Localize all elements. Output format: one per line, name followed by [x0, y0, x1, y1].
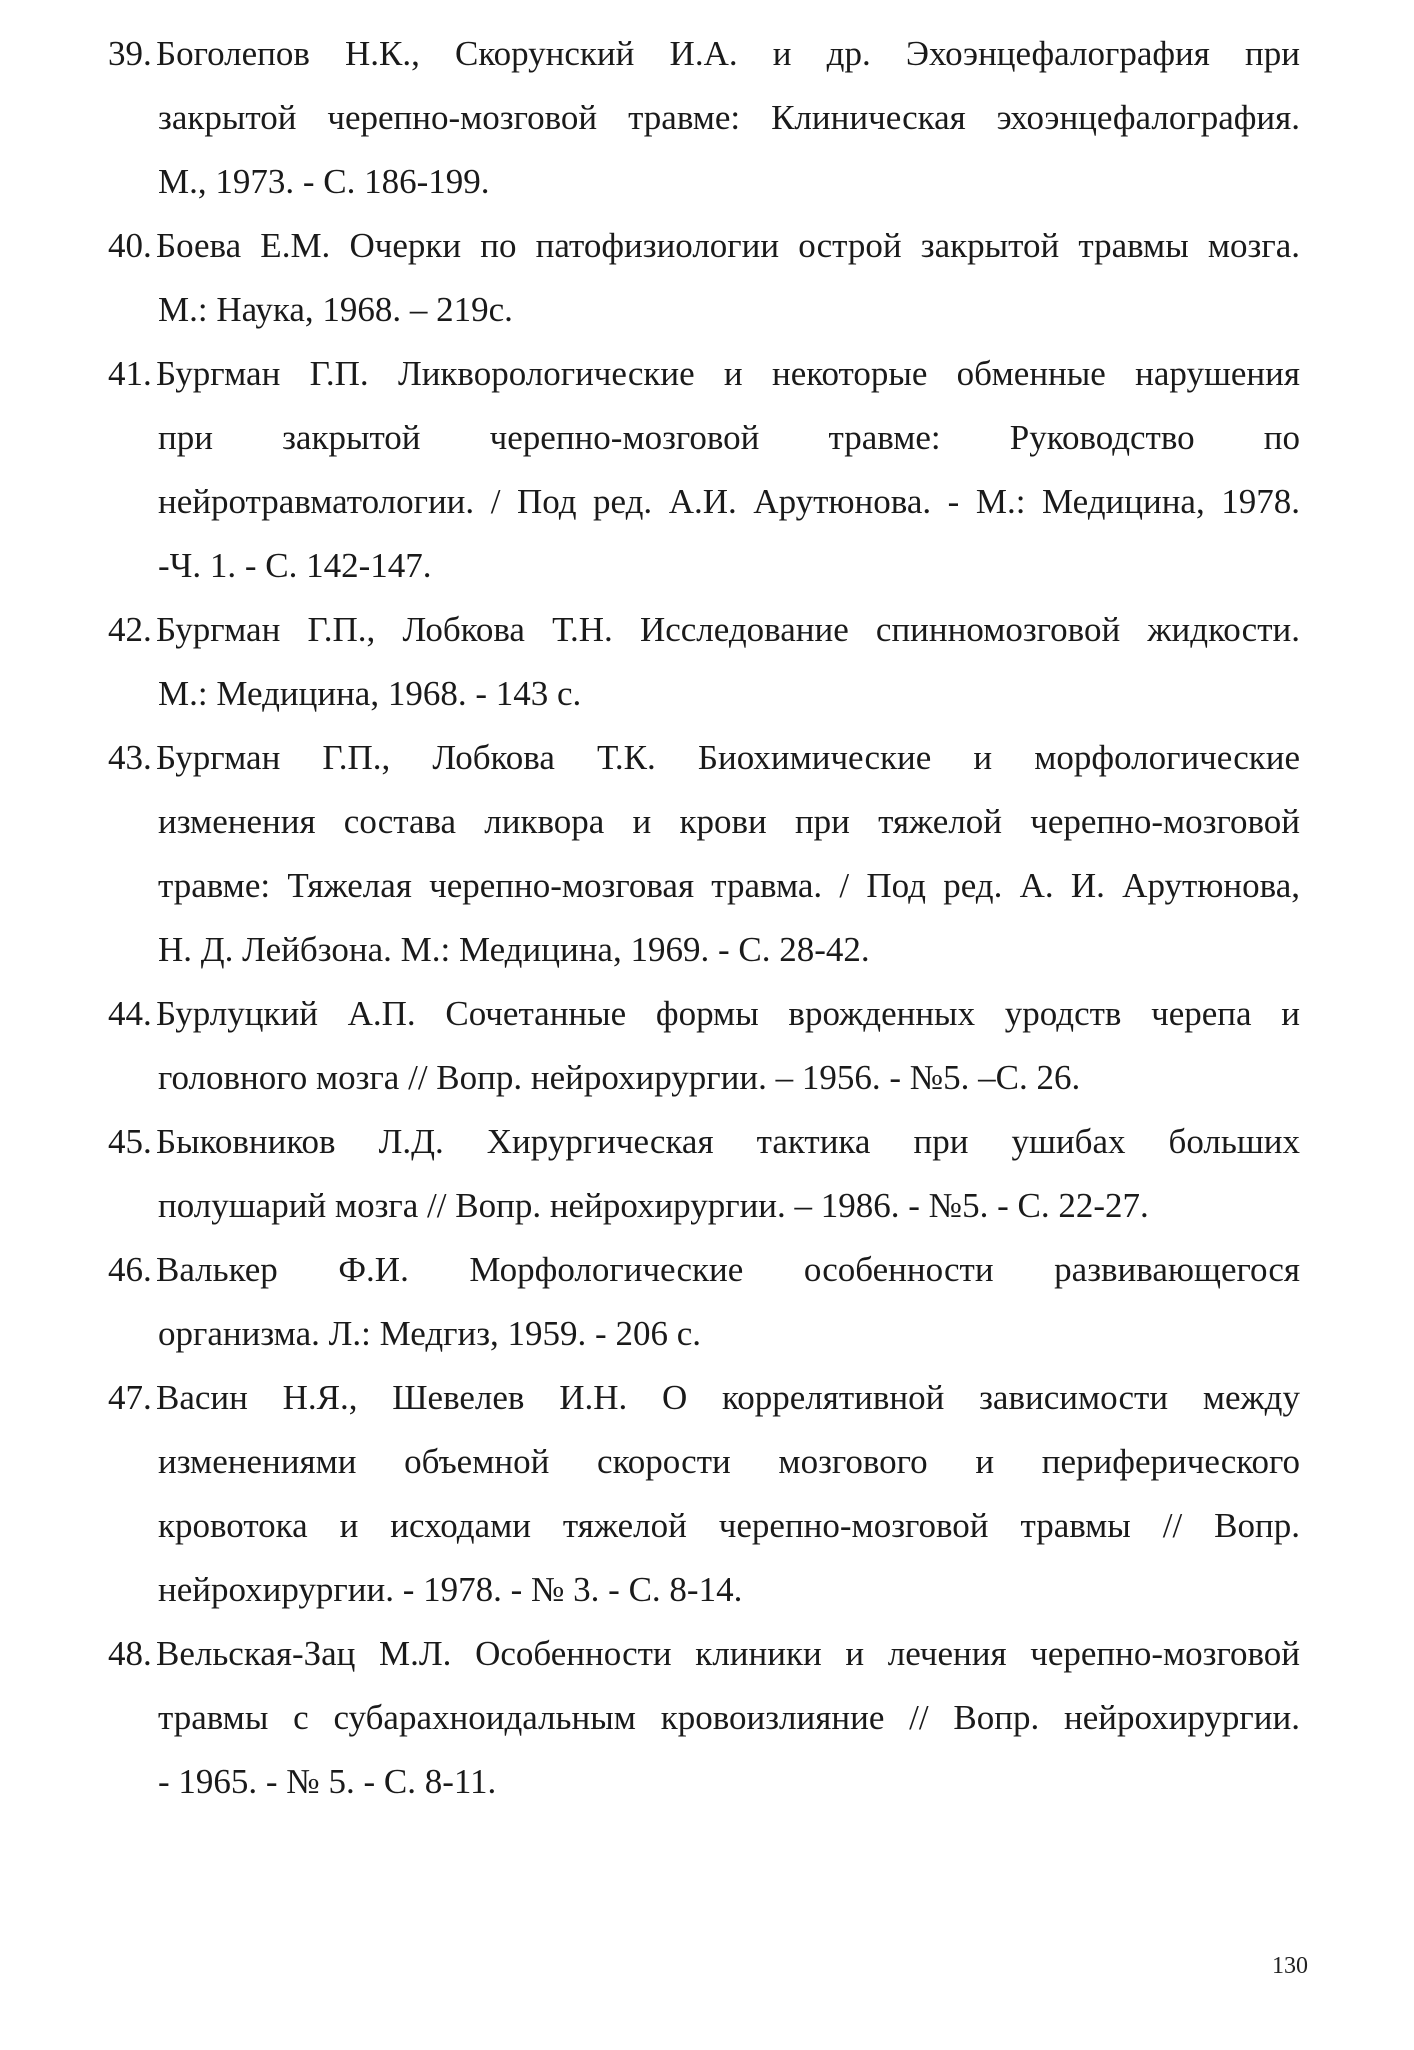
reference-line: Н. Д. Лейбзона. М.: Медицина, 1969. - С. 28-42. [158, 930, 870, 969]
reference-line: изменения состава ликвора и крови при тяжелой черепно-мозговой [158, 802, 1300, 841]
reference-item [108, 342, 1300, 598]
reference-item [108, 982, 1300, 1110]
reference-item [108, 598, 1300, 726]
reference-line: Валькер Ф.И. Морфологические особенности развивающегося [156, 1250, 1300, 1289]
reference-line: при закрытой черепно-мозговой травме: Руководство по [158, 418, 1300, 457]
page-number: 130 [1272, 1953, 1308, 1979]
reference-line: Васин Н.Я., Шевелев И.Н. О коррелятивной зависимости между [156, 1378, 1300, 1417]
reference-line: Боголепов Н.К., Скорунский И.А. и др. Эхоэнцефалография при [156, 34, 1300, 73]
reference-number: 43. [108, 738, 152, 777]
reference-item [108, 214, 1300, 342]
reference-line: полушарий мозга // Вопр. нейрохирургии. – 1986. - №5. - С. 22-27. [158, 1186, 1149, 1225]
reference-line: Бурлуцкий А.П. Сочетанные формы врожденных уродств черепа и [156, 994, 1300, 1033]
reference-line: закрытой черепно-мозговой травме: Клиническая эхоэнцефалография. [158, 98, 1300, 137]
reference-line: изменениями объемной скорости мозгового и периферического [158, 1442, 1300, 1481]
reference-line: -Ч. 1. - С. 142-147. [158, 546, 432, 585]
reference-line: травме: Тяжелая черепно-мозговая травма. / Под ред. А. И. Арутюнова, [158, 866, 1300, 905]
reference-line: - 1965. - № 5. - С. 8-11. [158, 1762, 497, 1801]
reference-number: 48. [108, 1634, 152, 1673]
reference-line: М., 1973. - С. 186-199. [158, 162, 490, 201]
reference-line: М.: Медицина, 1968. - 143 с. [158, 674, 582, 713]
reference-number: 47. [108, 1378, 152, 1417]
reference-number: 39. [108, 34, 152, 73]
reference-number: 40. [108, 226, 152, 265]
reference-line: кровотока и исходами тяжелой черепно-мозговой травмы // Вопр. [158, 1506, 1300, 1545]
reference-number: 41. [108, 354, 152, 393]
reference-line: Бургман Г.П., Лобкова Т.Н. Исследование спинномозговой жидкости. [156, 610, 1300, 649]
reference-line: нейрохирургии. - 1978. - № 3. - С. 8-14. [158, 1570, 743, 1609]
reference-item [108, 1366, 1300, 1622]
reference-item [108, 22, 1300, 214]
reference-line: М.: Наука, 1968. – 219с. [158, 290, 513, 329]
reference-line: травмы с субарахноидальным кровоизлияние // Вопр. нейрохирургии. [158, 1698, 1300, 1737]
reference-item [108, 726, 1300, 982]
reference-line: Бургман Г.П., Лобкова Т.К. Биохимические и морфологические [156, 738, 1300, 777]
reference-number: 42. [108, 610, 152, 649]
reference-number: 44. [108, 994, 152, 1033]
reference-line: головного мозга // Вопр. нейрохирургии. – 1956. - №5. –С. 26. [158, 1058, 1081, 1097]
reference-item [108, 1238, 1300, 1366]
reference-item [108, 1110, 1300, 1238]
reference-line: Бургман Г.П. Ликворологические и некоторые обменные нарушения [156, 354, 1300, 393]
reference-item [108, 1622, 1300, 1814]
reference-line: нейротравматологии. / Под ред. А.И. Арутюнова. - М.: Медицина, 1978. [158, 482, 1300, 521]
reference-line: организма. Л.: Медгиз, 1959. - 206 с. [158, 1314, 701, 1353]
reference-line: Быковников Л.Д. Хирургическая тактика при ушибах больших [156, 1122, 1300, 1161]
reference-list [108, 22, 1300, 1814]
reference-line: Боева Е.М. Очерки по патофизиологии острой закрытой травмы мозга. [156, 226, 1300, 265]
reference-number: 45. [108, 1122, 152, 1161]
reference-number: 46. [108, 1250, 152, 1289]
reference-line: Вельская-Зац М.Л. Особенности клиники и лечения черепно-мозговой [156, 1634, 1300, 1673]
